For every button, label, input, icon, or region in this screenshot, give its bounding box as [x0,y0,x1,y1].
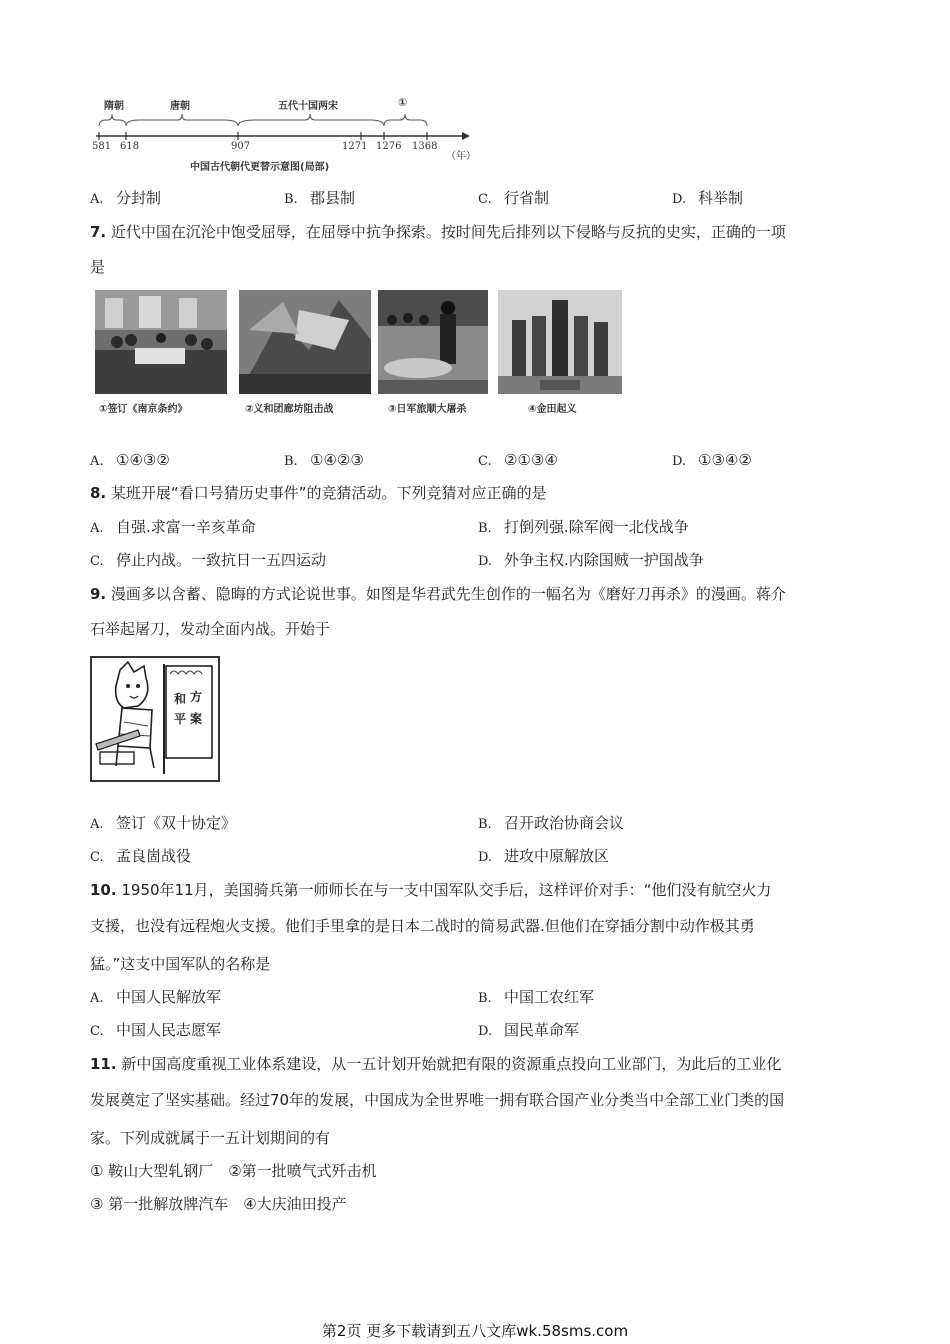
q10-option-a[interactable] [90,989,221,1007]
option-letter: A. [90,192,104,207]
option-text: 打倒列强.除军阀一北伐战争 [504,518,689,536]
question-number: 10. [90,881,117,899]
timeline-label-wudai-song: 五代十国两宋 [278,101,338,112]
option-letter: C. [90,1024,104,1039]
q6-option-d[interactable] [672,190,743,208]
q7-stem-line2: 是 [90,258,106,276]
option-text: 外争主权.内除国贼一护国战争 [504,551,704,569]
option-letter: D. [478,850,493,865]
timeline-label-blank: ① [398,96,408,109]
timeline-figure [90,92,490,173]
timeline-year-618: 618 [120,141,140,152]
cartoon-sign-char-1: 和 [174,692,187,706]
option-text: 中国人民解放军 [116,988,222,1006]
q7-option-c[interactable] [478,452,558,470]
photo-jintian-uprising [498,290,630,394]
timeline-caption: 中国古代朝代更替示意图(局部) [190,162,330,173]
option-letter: D. [672,454,687,469]
cartoon-sharpen-knife [90,656,220,782]
photo-boxer-battle-image [239,290,371,394]
option-text: 停止内战。一致抗日一五四运动 [116,551,327,569]
q9-option-c[interactable] [90,848,191,866]
q6-option-a[interactable] [90,190,161,208]
q7-option-b[interactable] [284,452,364,470]
q11-items-line2: ③ 第一批解放牌汽车 ④大庆油田投产 [90,1195,347,1213]
q7-stem-line1 [90,224,786,241]
cartoon-sign-char-3: 平 [174,712,187,726]
timeline-unit: （年） [446,151,476,162]
option-text: ①③④② [698,451,752,469]
option-letter: A. [90,454,104,469]
q8-option-b[interactable] [478,519,689,537]
photo-lushun-massacre [378,290,510,394]
question-text: 1950年11月，美国骑兵第一师师长在与一支中国军队交手后，这样评价对手：“他们没有航空火力 [121,881,772,899]
option-text: 行省制 [504,189,550,207]
q8-option-c[interactable] [90,552,326,570]
q11-stem-line3: 家。下列成就属于一五计划期间的有 [90,1129,331,1147]
q10-option-b[interactable] [478,989,594,1007]
option-text: 自强.求富一辛亥革命 [116,518,256,536]
q10-option-d[interactable] [478,1022,579,1040]
option-text: 进攻中原解放区 [504,847,610,865]
q9-stem-line1 [90,586,786,603]
q7-option-a[interactable] [90,452,170,470]
question-text: 漫画多以含蓄、隐晦的方式论说世事。如图是华君武先生创作的一幅名为《磨好刀再杀》的漫画。蒋介 [110,585,786,603]
option-text: 中国人民志愿军 [116,1021,222,1039]
option-text: 国民革命军 [504,1021,580,1039]
option-letter: C. [90,850,104,865]
option-text: 召开政治协商会议 [504,814,625,832]
option-letter: B. [478,991,492,1006]
option-text: 中国工农红军 [504,988,595,1006]
q9-option-a[interactable] [90,815,236,833]
q7-option-d[interactable] [672,452,752,470]
photo-jintian-uprising-image [498,290,622,394]
timeline-year-1368: 1368 [412,141,438,152]
option-letter: D. [478,1024,493,1039]
q9-stem-line2: 石举起屠刀，发动全面内战。开始于 [90,620,331,638]
option-letter: B. [284,192,298,207]
page-footer: 第2页 更多下载请到五八文库wk.58sms.com [321,1322,629,1340]
question-number: 11. [90,1055,117,1073]
option-text: 分封制 [116,189,162,207]
option-letter: D. [478,554,493,569]
option-letter: C. [478,192,492,207]
option-text: 科举制 [698,189,744,207]
question-text: 近代中国在沉沦中饱受屈辱，在屈辱中抗争探索。按时间先后排列以下侵略与反抗的史实，正确的一项 [110,223,786,241]
q10-stem-line3: 猛。”这支中国军队的名称是 [90,955,271,973]
q11-items-line1: ① 鞍山大型轧钢厂 ②第一批喷气式歼击机 [90,1162,377,1180]
timeline-year-1276: 1276 [376,141,402,152]
option-letter: C. [478,454,492,469]
option-letter: D. [672,192,687,207]
photo-nanjing-treaty [95,290,227,394]
photo-boxer-battle [239,290,371,394]
timeline-year-1271: 1271 [342,141,368,152]
photo-caption-1: ①签订《南京条约》 [99,404,188,415]
q8-stem [90,485,546,502]
photo-lushun-massacre-image [378,290,488,394]
photo-caption-2: ②义和团廊坊阻击战 [245,404,334,415]
question-text: 某班开展“看口号猜历史事件”的竞猜活动。下列竞猜对应正确的是 [110,484,547,502]
option-text: 签订《双十协定》 [116,814,237,832]
q6-option-b[interactable] [284,190,355,208]
q8-option-d[interactable] [478,552,704,570]
q9-option-b[interactable] [478,815,624,833]
option-letter: A. [90,521,104,536]
q10-stem-line1 [90,882,771,899]
timeline-year-907: 907 [231,141,251,152]
q9-option-d[interactable] [478,848,609,866]
timeline-label-sui: 隋朝 [104,101,124,112]
option-letter: A. [90,817,104,832]
photo-caption-3: ③日军旅顺大屠杀 [388,404,467,415]
question-number: 7. [90,223,107,241]
option-text: ①④②③ [310,451,364,469]
option-letter: B. [478,521,492,536]
question-number: 9. [90,585,107,603]
option-letter: C. [90,554,104,569]
option-letter: A. [90,991,104,1006]
q11-stem-line1 [90,1056,781,1073]
q6-option-c[interactable] [478,190,549,208]
question-text: 新中国高度重视工业体系建设，从一五计划开始就把有限的资源重点投向工业部门，为此后的工业化 [121,1055,782,1073]
option-letter: B. [478,817,492,832]
option-text: 孟良崮战役 [116,847,192,865]
photo-caption-4: ④金田起义 [528,404,577,415]
cartoon-sign-char-4: 案 [190,712,203,726]
question-number: 8. [90,484,107,502]
photo-nanjing-treaty-image [95,290,227,394]
q10-option-c[interactable] [90,1022,221,1040]
option-text: 郡县制 [310,189,356,207]
q8-option-a[interactable] [90,519,256,537]
q11-stem-line2: 发展奠定了坚实基础。经过70年的发展，中国成为全世界唯一拥有联合国产业分类当中全部工业门类的国 [90,1091,785,1109]
option-letter: B. [284,454,298,469]
cartoon-sign-char-2: 方 [190,690,203,704]
timeline-label-tang: 唐朝 [170,101,190,112]
q10-stem-line2: 支援，也没有远程炮火支援。他们手里拿的是日本二战时的简易武器.但他们在穿插分割中动作极其勇 [90,917,755,935]
timeline-year-581: 581 [92,141,112,152]
option-text: ①④③② [116,451,170,469]
option-text: ②①③④ [504,451,558,469]
